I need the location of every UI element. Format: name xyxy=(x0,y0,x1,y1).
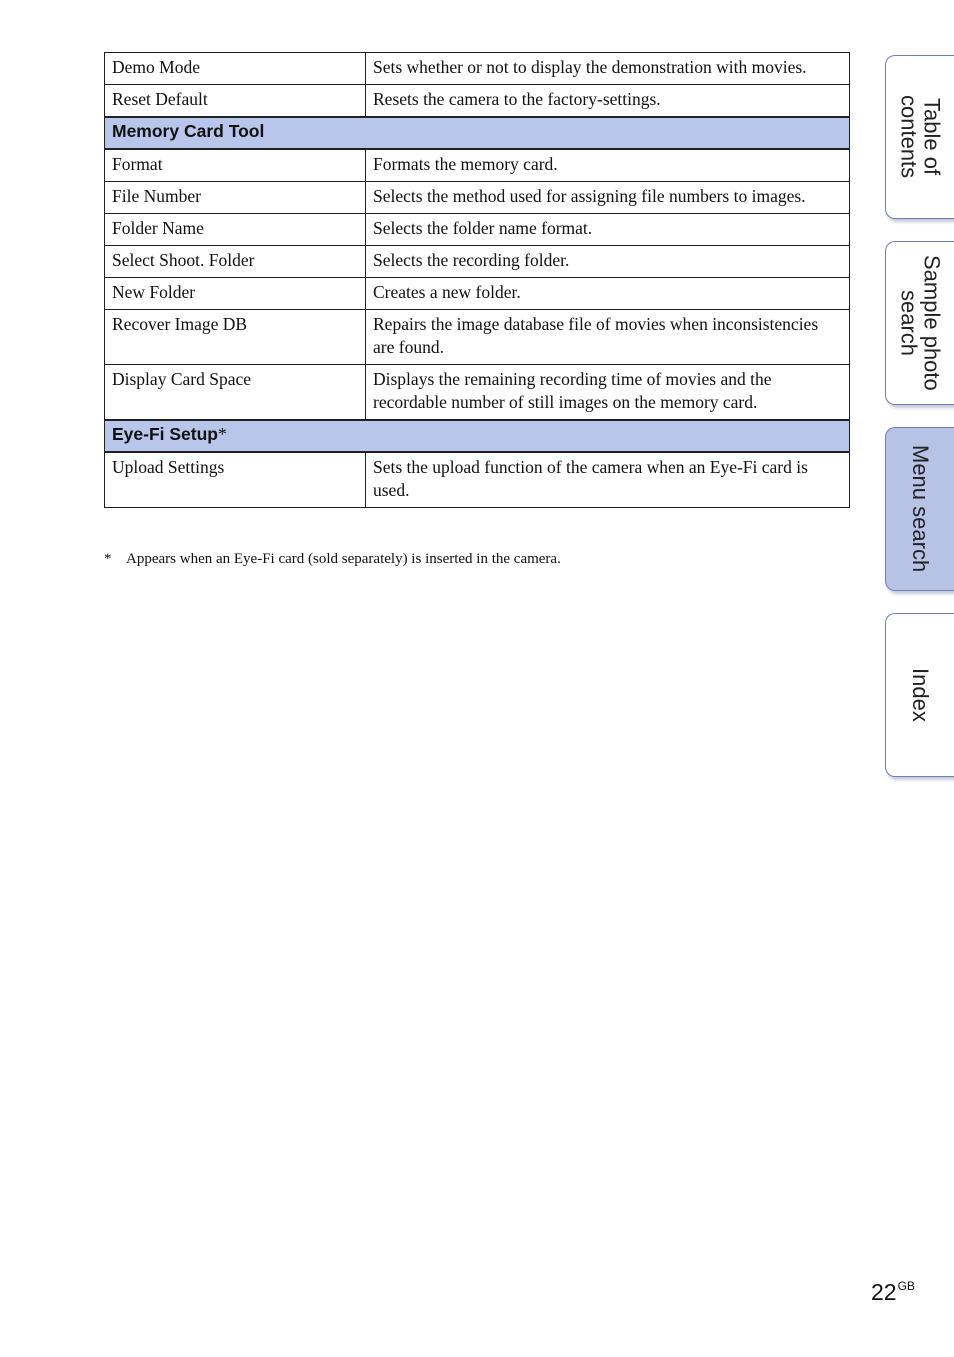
setting-description: Formats the memory card. xyxy=(366,149,850,182)
setting-name: Recover Image DB xyxy=(105,310,366,365)
table-row xyxy=(105,149,850,182)
table-row xyxy=(105,214,850,246)
tab-menu-search[interactable] xyxy=(885,427,954,591)
setting-name: Upload Settings xyxy=(105,452,366,508)
setting-description: Sets whether or not to display the demonstration with movies. xyxy=(366,53,850,85)
table-row xyxy=(105,182,850,214)
setting-description: Selects the method used for assigning file numbers to images. xyxy=(366,182,850,214)
page-number xyxy=(871,1279,915,1306)
setting-description: Selects the recording folder. xyxy=(366,246,850,278)
tab-sample-photo-search[interactable] xyxy=(885,241,954,405)
settings-table xyxy=(104,52,850,508)
footnote-marker: * xyxy=(104,551,112,567)
setting-description: Repairs the image database file of movies when inconsistencies are found. xyxy=(366,310,850,365)
setting-description: Displays the remaining recording time of movies and the recordable number of still images on the memory card. xyxy=(366,365,850,421)
table-row xyxy=(105,278,850,310)
tab-table-of-contents[interactable] xyxy=(885,55,954,219)
section-title: Eye-Fi Setup xyxy=(112,424,218,444)
page-number-suffix: GB xyxy=(897,1279,915,1293)
page-number-value: 22 xyxy=(871,1279,897,1305)
tab-label: Index xyxy=(908,668,933,722)
footnote xyxy=(104,549,561,569)
table-row xyxy=(105,246,850,278)
table-row xyxy=(105,365,850,421)
setting-description: Resets the camera to the factory-settings. xyxy=(366,85,850,118)
table-row xyxy=(105,310,850,365)
table-row xyxy=(105,53,850,85)
table-row xyxy=(105,452,850,508)
tab-label: Table of contents xyxy=(896,95,945,179)
footnote-text: Appears when an Eye-Fi card (sold separately) is inserted in the camera. xyxy=(126,551,561,567)
setting-description: Creates a new folder. xyxy=(366,278,850,310)
tab-index[interactable] xyxy=(885,613,954,777)
section-header-memory-card-tool xyxy=(105,117,850,149)
table-row xyxy=(105,85,850,118)
setting-name: New Folder xyxy=(105,278,366,310)
tab-label: Menu search xyxy=(908,445,933,573)
setting-description: Sets the upload function of the camera when an Eye-Fi card is used. xyxy=(366,452,850,508)
section-header-eye-fi-setup xyxy=(105,420,850,452)
section-title-cell xyxy=(105,420,850,452)
setting-name: Folder Name xyxy=(105,214,366,246)
footnote-marker: * xyxy=(218,424,227,444)
setting-name: Format xyxy=(105,149,366,182)
setting-name: Reset Default xyxy=(105,85,366,118)
section-title: Memory Card Tool xyxy=(105,117,850,149)
setting-name: Select Shoot. Folder xyxy=(105,246,366,278)
tab-label: Sample photo search xyxy=(896,255,945,391)
setting-name: Display Card Space xyxy=(105,365,366,421)
setting-description: Selects the folder name format. xyxy=(366,214,850,246)
setting-name: Demo Mode xyxy=(105,53,366,85)
setting-name: File Number xyxy=(105,182,366,214)
